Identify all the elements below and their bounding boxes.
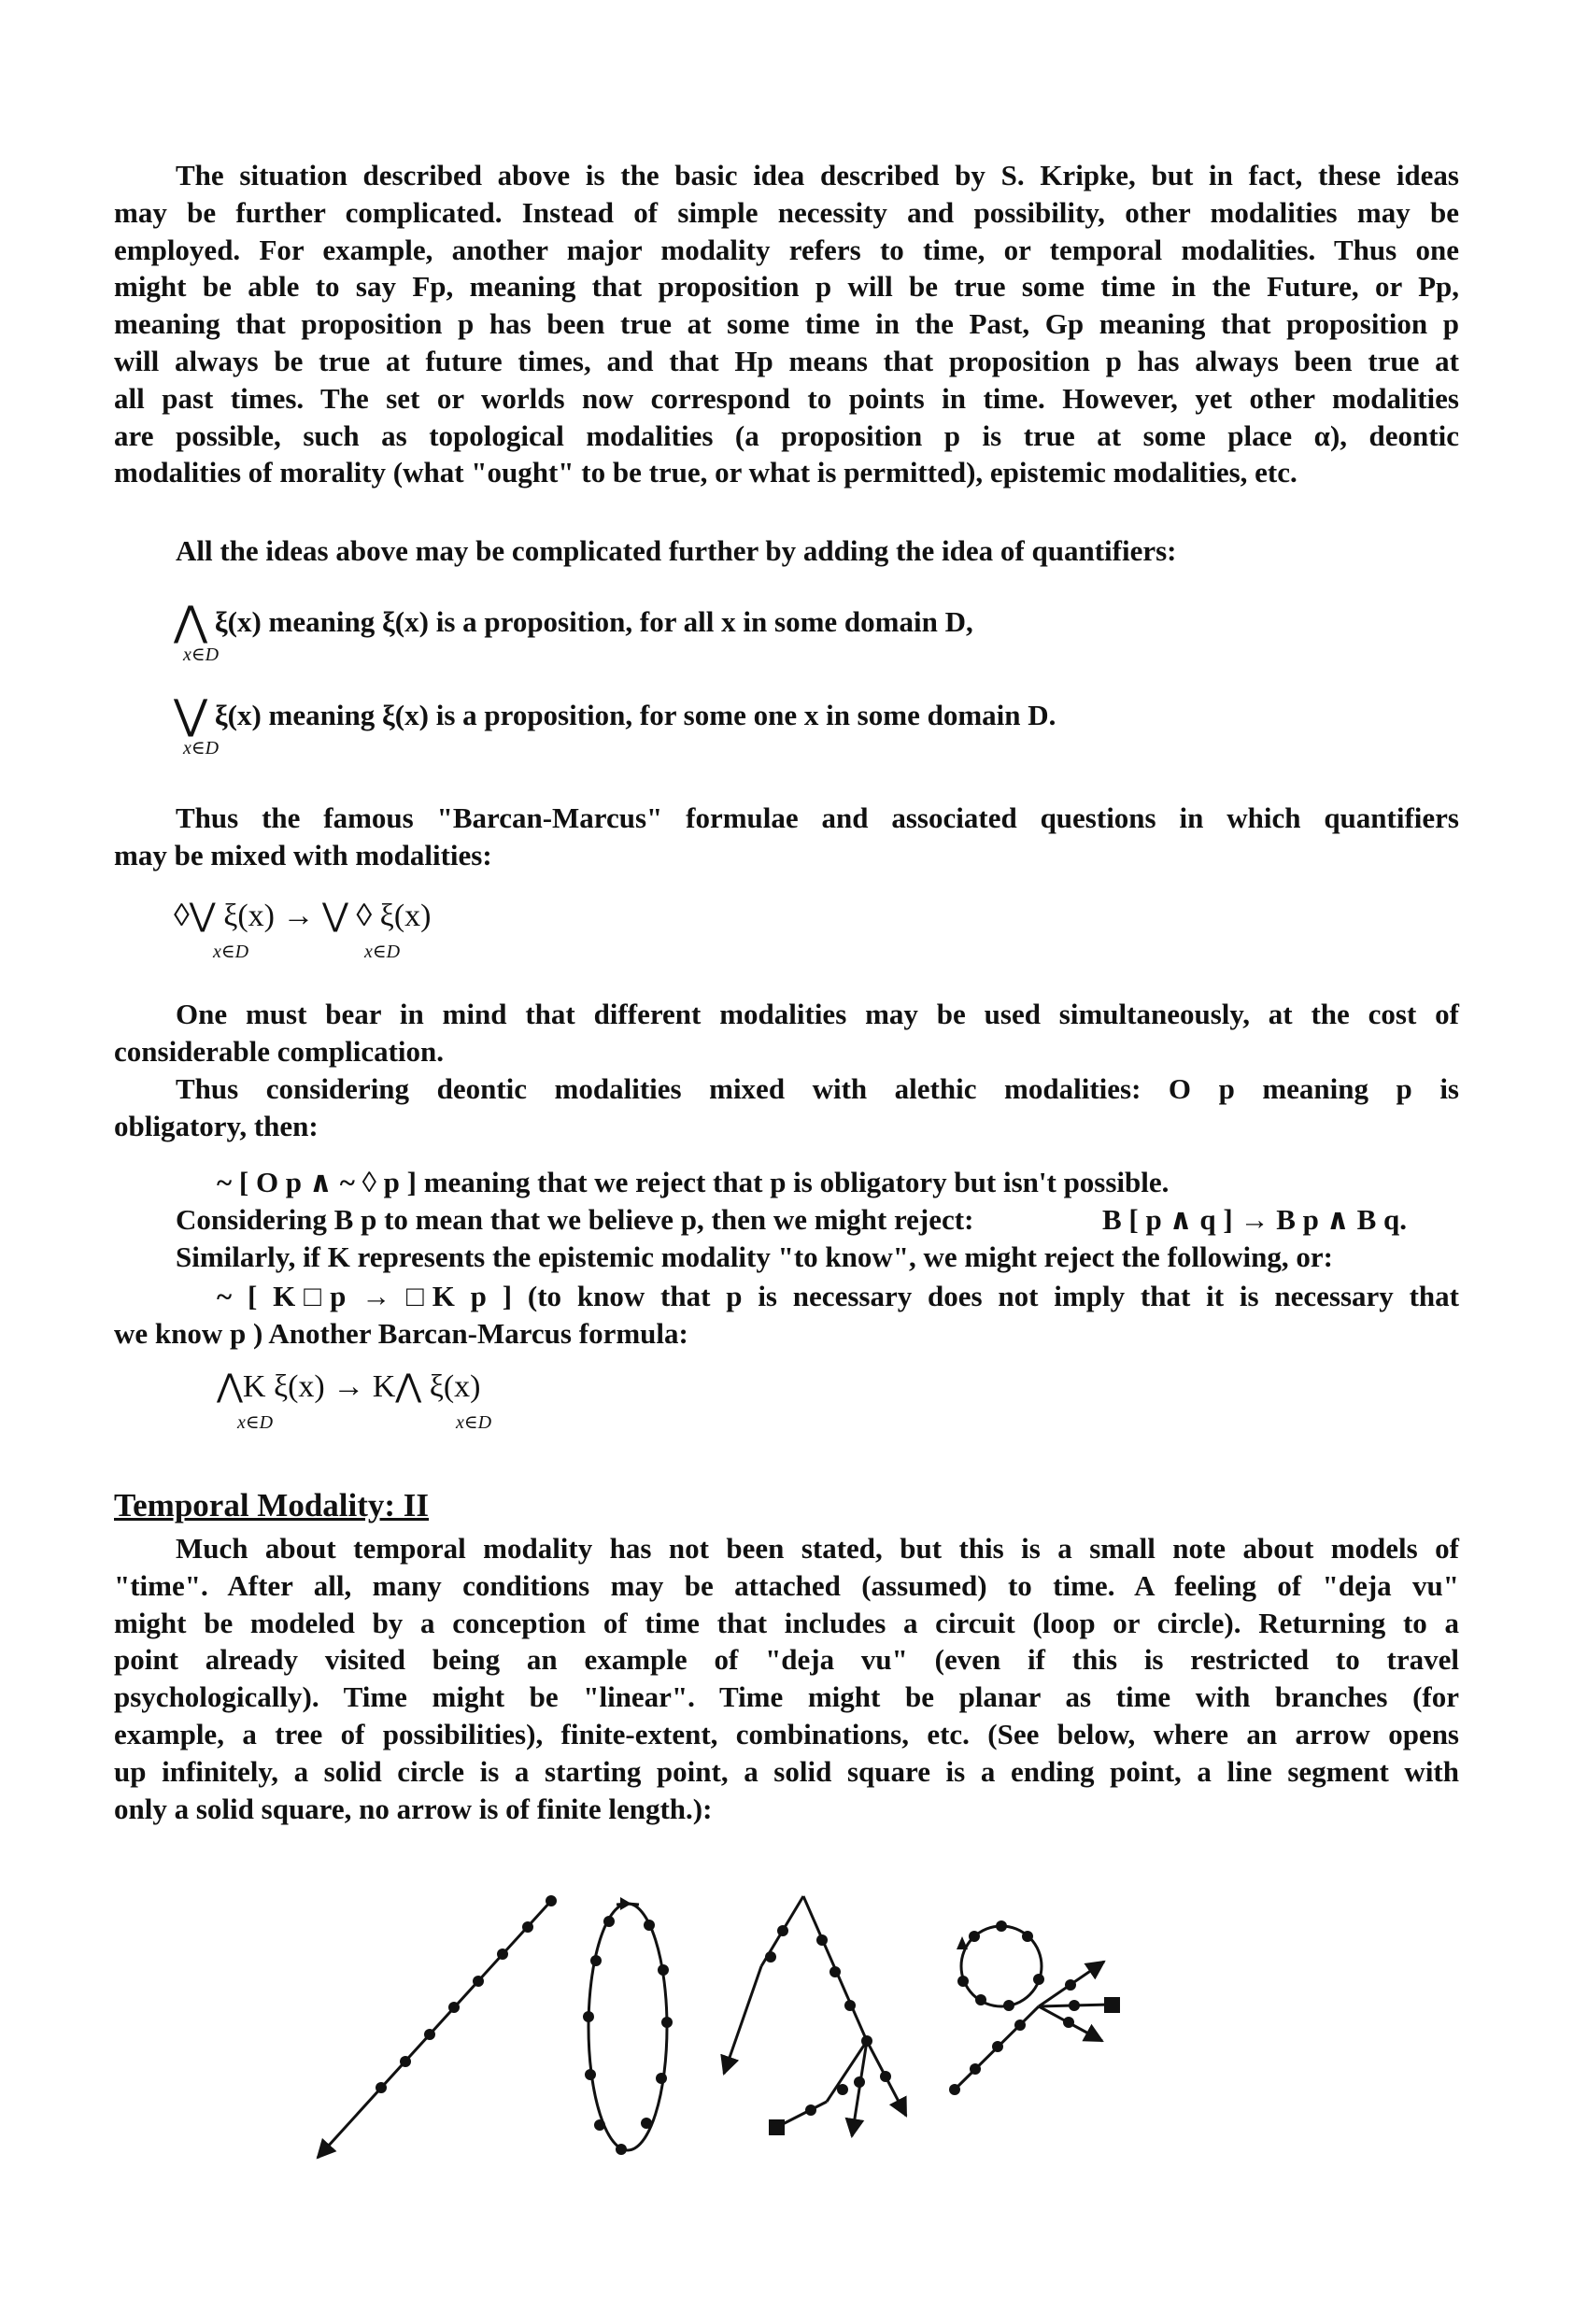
text-line: modalities of morality (what "ought" to be true, or what is permitted), epistemic modalities, etc. [114, 456, 1297, 489]
text-line: example, a tree of possibilities), finite-extent, combinations, etc. (See below, where an arrow opens [114, 1717, 1459, 1750]
text-line: considerable complication. [114, 1034, 445, 1068]
text-line: point already visited being an example of "deja vu" (even if this is restricted to travel [114, 1643, 1459, 1677]
branching-time-model [724, 1896, 906, 2136]
epistemic-statement: Similarly, if K represents the epistemic modality "to know", we might reject the following, or: [176, 1240, 1333, 1273]
text-line: Thus considering deontic modalities mixed with alethic modalities: O p meaning p is [176, 1072, 1459, 1105]
text-line: Much about temporal modality has not been stated, but this is a small note about models of [176, 1532, 1459, 1565]
text-line: up infinitely, a solid circle is a starting point, a solid square is a ending point, a line segment with [114, 1754, 1459, 1788]
paragraph-temporal-models [114, 1530, 1459, 1827]
combined-time-model [949, 1920, 1120, 2095]
exists-definition-text: ξ(x) meaning ξ(x) is a proposition, for some one x in some domain D. [214, 699, 1056, 731]
text-line: ~ [ K□p → □K p ] (to know that p is necessary does not imply that it is necessary that [217, 1280, 1459, 1312]
deontic-reject-formula: ~ [ O p ∧ ~ ◊ p ] meaning that we reject that p is obligatory but isn't possible. [217, 1166, 1170, 1198]
text-line: One must bear in mind that different modalities may be used simultaneously, at the cost of [176, 998, 1459, 1030]
paragraph-deontic [114, 1070, 1459, 1145]
text-line: psychologically). Time might be "linear". Time might be planar as time with branches (for [114, 1680, 1459, 1714]
quantifier-intro: All the ideas above may be complicated further by adding the idea of quantifiers: [176, 534, 1177, 567]
text-line: may be mixed with modalities: [114, 838, 492, 872]
domain-subscript: x∈D [456, 1412, 492, 1433]
time-models-figure [299, 1892, 1345, 2172]
epistemic-formula [114, 1278, 1459, 1353]
forall-definition [174, 598, 973, 645]
exists-definition [174, 691, 1056, 739]
belief-statement: Considering B p to mean that we believe p, then we might reject: [176, 1203, 974, 1236]
paragraph-barcan-marcus [114, 800, 1459, 874]
linear-time-model [318, 1895, 557, 2158]
domain-subscript: x∈D [237, 1412, 274, 1433]
text-line: obligatory, then: [114, 1109, 319, 1142]
section-heading: Temporal Modality: II [114, 1487, 430, 1523]
text-line: all past times. The set or worlds now correspond to points in time. However, yet other modalities [114, 381, 1459, 415]
exists-symbol: ⋁ [174, 692, 208, 738]
circular-time-model [583, 1897, 673, 2155]
text-line: employed. For example, another major modality refers to time, or temporal modalities. Thus one [114, 233, 1459, 266]
text-line: will always be true at future times, and that Hp means that proposition p has always been true at [114, 344, 1459, 377]
domain-subscript: x∈D [183, 738, 220, 758]
text-line: "time". After all, many conditions may be attached (assumed) to time. A feeling of "deja vu" [114, 1568, 1459, 1602]
barcan-marcus-formula-1: ◊⋁ ξ(x) → ⋁ ◊ ξ(x) [174, 899, 432, 933]
barcan-marcus-formula-2: ⋀K ξ(x) → K⋀ ξ(x) [217, 1369, 481, 1404]
text-line: might be modeled by a conception of time that includes a circuit (loop or circle). Returning to a [114, 1606, 1459, 1639]
text-line: are possible, such as topological modalities (a proposition p is true at some place α), deontic [114, 418, 1459, 452]
text-line: we know p ) Another Barcan-Marcus formula: [114, 1316, 688, 1350]
text-line: Thus the famous "Barcan-Marcus" formulae and associated questions in which quantifiers [176, 801, 1459, 834]
forall-definition-text: ξ(x) meaning ξ(x) is a proposition, for all x in some domain D, [214, 605, 973, 638]
forall-symbol: ⋀ [174, 599, 208, 645]
belief-formula: B [ p ∧ q ] → B p ∧ B q. [1102, 1203, 1407, 1236]
text-line: meaning that proposition p has been true at some time in the Past, Gp meaning that proposition p [114, 307, 1459, 341]
text-line: only a solid square, no arrow is of finite length.): [114, 1792, 713, 1825]
domain-subscript: x∈D [183, 645, 220, 665]
paragraph-kripke [114, 157, 1459, 491]
text-line: might be able to say Fp, meaning that proposition p will be true some time in the Future, or Pp, [114, 270, 1459, 304]
text-line: may be further complicated. Instead of simple necessity and possibility, other modalities may be [114, 195, 1459, 229]
domain-subscript: x∈D [213, 942, 249, 962]
paragraph-simultaneous [114, 996, 1459, 1070]
text-line: The situation described above is the basic idea described by S. Kripke, but in fact, these ideas [176, 159, 1459, 191]
domain-subscript: x∈D [364, 942, 401, 962]
